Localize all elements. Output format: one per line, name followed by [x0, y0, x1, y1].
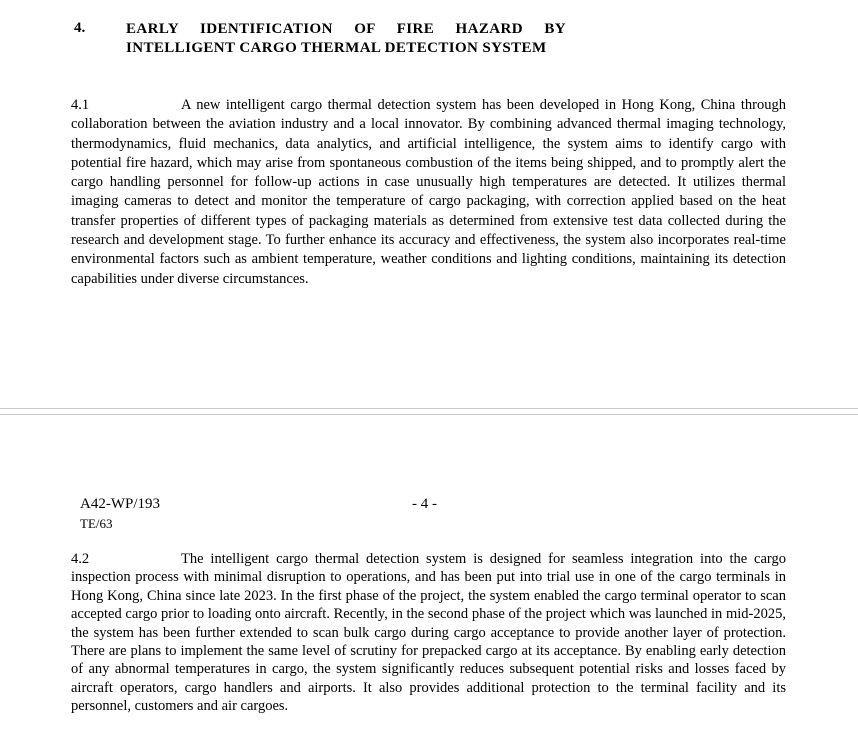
section-title: EARLY IDENTIFICATION OF FIRE HAZARD BY INTELLIGENT CARGO THERMAL DETECTION SYSTEM: [126, 21, 566, 56]
document-sub-reference: TE/63: [80, 516, 113, 531]
document-reference: A42-WP/193: [80, 496, 160, 512]
page-break-line: [0, 414, 858, 415]
page-number: - 4 -: [412, 496, 437, 512]
paragraph-number: 4.1: [71, 97, 90, 113]
paragraph-number: 4.2: [71, 551, 90, 567]
paragraph-4-2: [71, 550, 786, 716]
paragraph-4-1: [71, 96, 786, 289]
page-break-line: [0, 408, 858, 409]
paragraph-text: A new intelligent cargo thermal detection system has been developed in Hong Kong, China through collaboration between the aviation industry and a local innovator. By combining advanced thermal imaging technology, thermodynamics, fluid mechanics, data analytics, and artificial intelligence, the system aims to identify cargo with potential fire hazard, which may arise from spontaneous combustion of the items being shipped, and to promptly alert the cargo handling personnel for follow-up actions in case unusually high temperatures are detected. It utilizes thermal imaging cameras to detect and monitor the temperature of cargo packaging, with correction applied based on the heat transfer properties of different types of packaging materials as determined from extensive test data collected during the research and development stage. To further enhance its accuracy and effectiveness, the system also incorporates real-time environmental factors such as ambient temperature, weather conditions and lighting conditions, maintaining its detection capabilities under diverse circumstances.: [71, 97, 786, 287]
section-number: 4.: [74, 20, 86, 36]
paragraph-text: The intelligent cargo thermal detection system is designed for seamless integration into the cargo inspection process with minimal disruption to operations, and has been put into trial use in one of the cargo terminals in Hong Kong, China since late 2023. In the first phase of the project, the system enabled the cargo terminal operator to scan accepted cargo prior to loading onto aircraft. Recently, in the second phase of the project which was launched in mid-2025, the system has been further extended to scan bulk cargo during cargo acceptance to provide another layer of protection. There are plans to implement the same level of scrutiny for prepacked cargo at its acceptance. By enabling early detection of any abnormal temperatures in cargo, the system significantly reduces subsequent potential risks and losses faced by aircraft operators, cargo handlers and airports. It also provides additional protection to the terminal facility and its personnel, customers and air cargoes.: [71, 551, 786, 715]
